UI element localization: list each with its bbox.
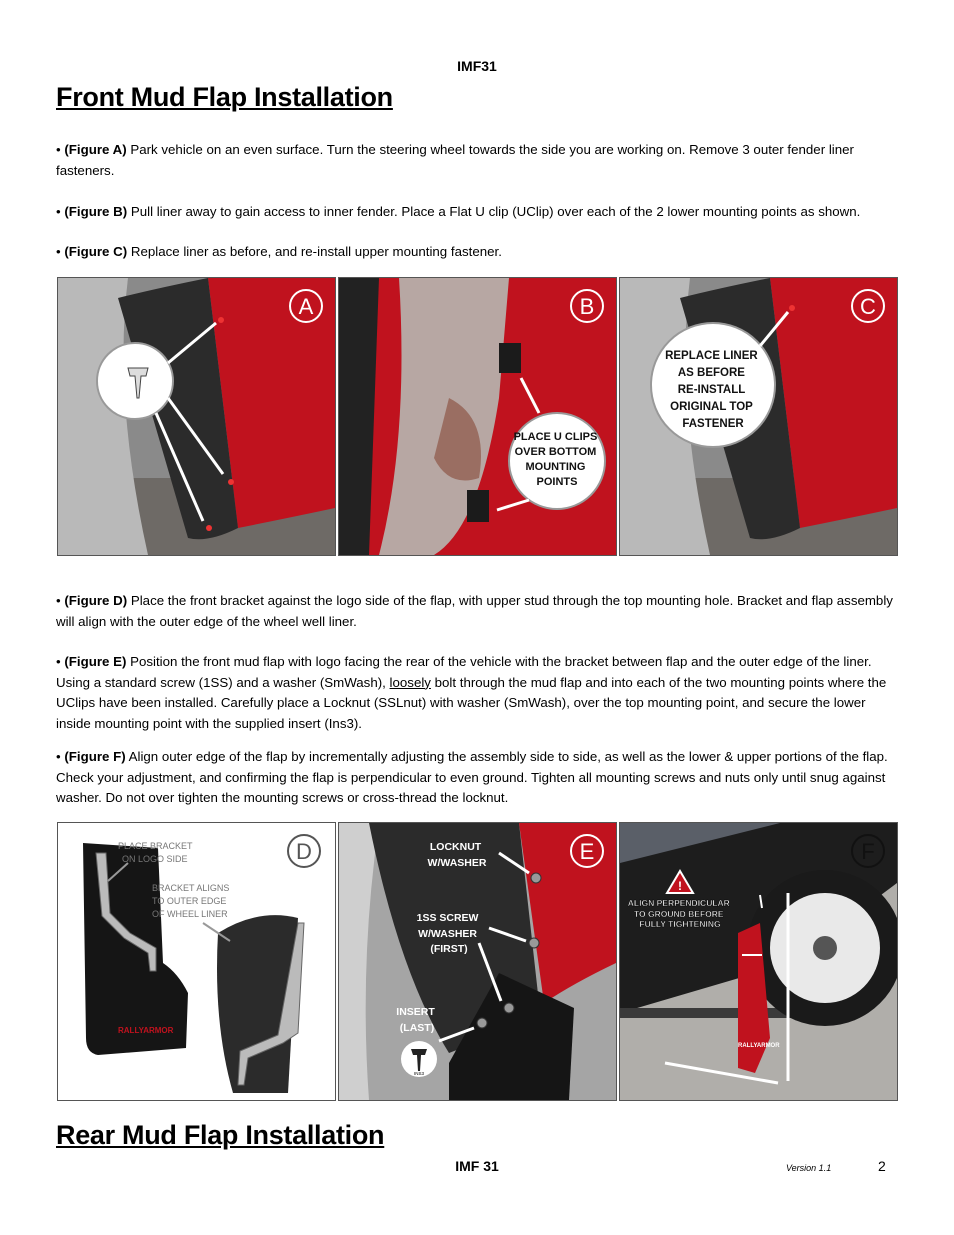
figure-d-label-1-line-1: PLACE BRACKET (118, 841, 193, 851)
figure-c-callout-line-3: RE-INSTALL (677, 384, 746, 396)
step-e-text-2: bolt through the mud flap and into each of the two mounting points where the UClips have been installed. Carefully place a Locknut (SSLnut) with washer (SmWash), over the top mounting point, and secure the lower inside mounting point with the supplied insert (Ins3). (56, 674, 887, 731)
figure-a-letter: A (298, 294, 314, 319)
figure-e-screw-line-1: 1SS SCREW (416, 912, 479, 924)
figure-e-locknut-line-2: W/WASHER (427, 857, 487, 869)
step-b-text: Pull liner away to gain access to inner fender. Place a Flat U clip (UClip) over each of the 2 lower mounting points as shown. (127, 204, 861, 219)
step-c-paragraph: • (Figure C) Replace liner as before, and re-install upper mounting fastener. (56, 244, 502, 259)
figure-f-letter: F (861, 839, 875, 864)
figure-c-letter: C (860, 294, 876, 319)
step-b-paragraph: • (Figure B) Pull liner away to gain access to inner fender. Place a Flat U clip (UClip) over each of the 2 lower mounting points as shown. (56, 204, 861, 219)
step-d-text: Place the front bracket against the logo side of the flap, with upper stud through the top mounting hole. Bracket and flap assembly will align with the outer edge of the wheel well liner. (56, 593, 893, 629)
svg-text:BRACKET ALIGNS TO OUTER (152, 883, 232, 919)
figure-d-logo: RALLYARMOR (118, 1026, 174, 1035)
figure-a (57, 277, 336, 556)
footer-version: Version 1.1 (786, 1163, 832, 1173)
figure-f-warning-line-1: ALIGN PERPENDICULAR (627, 898, 730, 908)
svg-text:!: ! (678, 879, 682, 893)
step-e-text-1: Position the front mud flap with logo facing the rear of the vehicle with the bracket between flap and the outer edge of the liner. Using a standard screw (1SS) and a washer (SmWash), (56, 654, 872, 690)
figure-e-insert-line-1: INSERT (396, 1006, 435, 1018)
figure-b-letter: B (579, 294, 595, 319)
figure-f (619, 822, 898, 1101)
step-a-text: Park vehicle on an even surface. Turn the steering wheel towards the side you are working on. Remove 3 outer fender liner fasteners. (56, 142, 854, 178)
figure-c-callout-line-1: REPLACE LINER (665, 350, 758, 362)
step-e-paragraph: • (Figure E) Position the front mud flap with logo facing the rear of the vehicle with the bracket between flap and the outer edge of the liner. Using a standard screw (1SS) and a washer (SmWash), loosely bolt through the mud flap and into each of the two mounting points where the UClips have been installed. Carefully place a Locknut (SSLnut) with washer (SmWash), over the top mounting point, and secure the lower inside mounting point with the supplied insert (Ins3). (56, 654, 887, 731)
figure-c-callout-line-2: AS BEFORE (677, 367, 745, 379)
step-f-text: Align outer edge of the flap by incrementally adjusting the assembly side to side, as well as the lower & upper portions of the flap. Check your adjustment, and confirming the flap is perpendicular to even ground. Tighten all mounting screws and nuts only until snug against washer. Do not over tighten the mounting screws or cross-thread the locknut. (56, 749, 888, 805)
figure-c (619, 277, 898, 556)
figure-d-label-1-line-2: ON LOGO SIDE (122, 854, 188, 864)
step-c-figure-ref: (Figure C) (64, 244, 128, 259)
figure-f-warning-line-2: TO GROUND BEFORE (634, 909, 724, 919)
figure-c-callout-line-5: FASTENER (682, 418, 744, 430)
figure-e-screw-line-2: W/WASHER (418, 928, 477, 940)
figure-d-letter: D (296, 839, 312, 864)
figure-b-callout-line-1: PLACE U CLIPS (513, 431, 598, 443)
figure-f-warning-line-3: FULLY TIGHTENING (639, 919, 721, 929)
figure-c-callout-line-4: ORIGINAL TOP (670, 401, 753, 413)
figure-b (338, 277, 617, 556)
step-c-text: Replace liner as before, and re-install upper mounting fastener. (127, 244, 502, 259)
figure-e-insert-tag: INS3 (413, 1071, 425, 1076)
figure-b-callout-line-3: MOUNTING (525, 461, 586, 473)
footer-document-code: IMF 31 (455, 1158, 499, 1174)
step-d-figure-ref: (Figure D) (64, 593, 128, 608)
rear-section-title: Rear Mud Flap Installation (56, 1120, 385, 1150)
figure-d-label-2-line-3: OF WHEEL LINER (152, 909, 228, 919)
figure-e-locknut-line-1: LOCKNUT (429, 841, 482, 853)
figure-e-letter: E (579, 839, 595, 864)
step-e-underlined-word: loosely (389, 674, 431, 690)
step-a-figure-ref: (Figure A) (64, 142, 127, 157)
step-b-figure-ref: (Figure B) (64, 204, 128, 219)
figure-d-label-2-line-1: BRACKET ALIGNS (152, 883, 230, 893)
step-f-paragraph: • (Figure F) Align outer edge of the flap by incrementally adjusting the assembly side to side, as well as the lower & upper portions of the flap. Check your adjustment, and confirming the flap is perpendicular to even ground. Tighten all mounting screws and nuts only until snug against washer. Do not over tighten the mounting screws or cross-thread the locknut. (56, 749, 888, 805)
figure-f-logo: RALLYARMOR (738, 1043, 780, 1049)
figure-e-screw-line-3: (FIRST) (430, 943, 468, 955)
step-f-figure-ref: (Figure F) (64, 749, 126, 764)
figure-b-callout-line-4: POINTS (536, 476, 578, 488)
figure-d (57, 822, 336, 1101)
figure-e (338, 822, 617, 1101)
page-number: 2 (878, 1158, 886, 1174)
step-a-paragraph: • (Figure A) Park vehicle on an even surface. Turn the steering wheel towards the side you are working on. Remove 3 outer fender liner fasteners. (56, 142, 854, 178)
front-section-title: Front Mud Flap Installation (56, 82, 393, 112)
step-d-paragraph: • (Figure D) Place the front bracket against the logo side of the flap, with upper stud through the top mounting hole. Bracket and flap assembly will align with the outer edge of the wheel well liner. (56, 593, 893, 629)
figure-e-insert-line-2: (LAST) (399, 1022, 435, 1034)
document-code: IMF31 (457, 58, 497, 74)
figure-b-callout-line-2: OVER BOTTOM (514, 446, 597, 458)
step-e-figure-ref: (Figure E) (64, 654, 127, 669)
figure-d-label-2-line-2: TO OUTER EDGE (152, 896, 227, 906)
svg-text:ALIGN PERPENDICULAR TO G (628, 898, 732, 929)
